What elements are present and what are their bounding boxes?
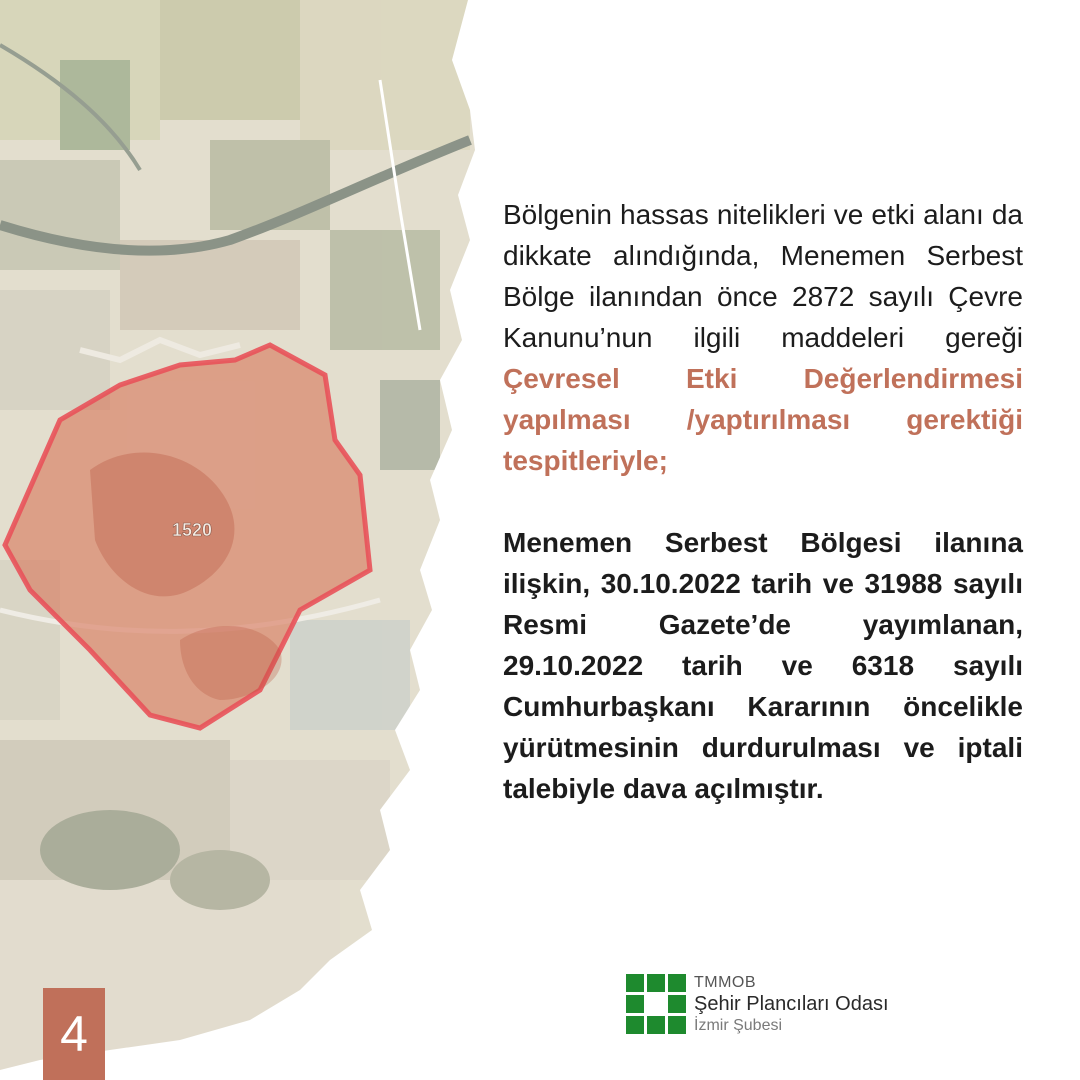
- intro-paragraph: [503, 194, 1023, 481]
- intro-paragraph-highlight: Çevresel Etki Değerlendirmesi yapılması /yaptırılması gerektiği tespitleriyle;: [503, 363, 1023, 476]
- logo-org-name: Şehir Plancıları Odası: [694, 993, 889, 1015]
- logo-org-acronym: TMMOB: [694, 974, 757, 991]
- grid-cross-logo-icon: [626, 974, 686, 1034]
- logo-branch-name: İzmir Şubesi: [694, 1017, 783, 1034]
- logo-text: [694, 974, 889, 1036]
- content-text-block: [503, 194, 1023, 809]
- map-parcel-label: 1520: [172, 520, 213, 540]
- intro-paragraph-text: Bölgenin hassas nitelikleri ve etki alanı da dikkate alındığında, Menemen Serbest Bölge ilanından önce 2872 sayılı Çevre Kanunu’nun ilgili maddeleri gereği: [503, 199, 1023, 353]
- page-number-badge: 4: [43, 988, 105, 1080]
- lawsuit-paragraph: Menemen Serbest Bölgesi ilanına ilişkin, 30.10.2022 tarih ve 31988 sayılı Resmi Gazete’de yayımlanan, 29.10.2022 tarih ve 6318 sayılı Cumhurbaşkanı Kararının öncelikle yürütmesinin durdurulması ve iptali talebiyle dava açılmıştır.: [503, 527, 1023, 804]
- organization-logo: [626, 974, 889, 1036]
